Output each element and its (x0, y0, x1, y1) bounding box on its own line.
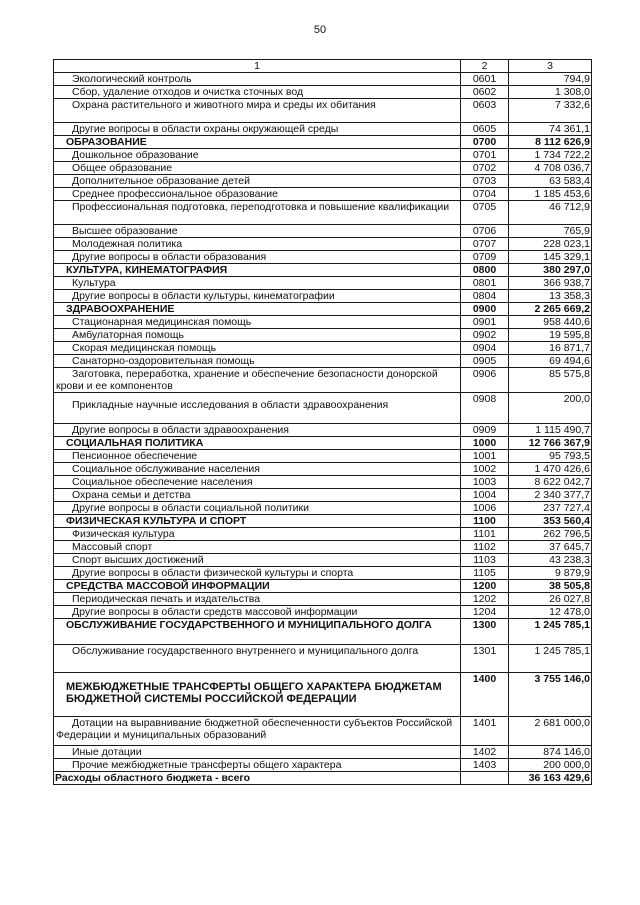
table-row (54, 393, 592, 424)
table-row (54, 123, 592, 136)
row-code: 1403 (461, 759, 509, 772)
row-name: Другие вопросы в области средств массовой информации (54, 606, 461, 619)
row-code: 0800 (461, 264, 509, 277)
row-name: Экологический контроль (54, 73, 461, 86)
row-name: Социальное обслуживание населения (54, 463, 461, 476)
row-name: Санаторно-оздоровительная помощь (54, 355, 461, 368)
row-code: 1300 (461, 619, 509, 645)
table-row (54, 567, 592, 580)
table-row (54, 554, 592, 567)
row-code: 0601 (461, 73, 509, 86)
row-value: 7 332,6 (509, 99, 592, 123)
row-code: 0905 (461, 355, 509, 368)
row-code: 0700 (461, 136, 509, 149)
row-value: 366 938,7 (509, 277, 592, 290)
row-code: 0709 (461, 251, 509, 264)
row-name: Социальное обеспечение населения (54, 476, 461, 489)
row-code: 0706 (461, 225, 509, 238)
row-name: Обслуживание государственного внутреннего и муниципального долга (54, 645, 461, 673)
row-code: 0602 (461, 86, 509, 99)
row-code: 1202 (461, 593, 509, 606)
row-code: 0707 (461, 238, 509, 251)
row-value: 37 645,7 (509, 541, 592, 554)
table-row (54, 188, 592, 201)
page-number: 50 (313, 24, 327, 36)
table-row (54, 342, 592, 355)
row-value: 1 734 722,2 (509, 149, 592, 162)
row-value: 69 494,6 (509, 355, 592, 368)
row-value: 74 361,1 (509, 123, 592, 136)
row-value: 380 297,0 (509, 264, 592, 277)
row-code: 0908 (461, 393, 509, 424)
table-row (54, 238, 592, 251)
row-value: 237 727,4 (509, 502, 592, 515)
row-code: 0705 (461, 201, 509, 225)
row-name: Профессиональная подготовка, переподготовка и повышение квалификации (54, 201, 461, 225)
row-name: Другие вопросы в области охраны окружающей среды (54, 123, 461, 136)
row-name: Дотации на выравнивание бюджетной обеспеченности субъектов Российской Федерации и муниципальных образований (54, 717, 461, 746)
row-value: 36 163 429,6 (509, 772, 592, 785)
row-code: 1204 (461, 606, 509, 619)
row-code: 0701 (461, 149, 509, 162)
row-code: 1000 (461, 437, 509, 450)
table-row (54, 175, 592, 188)
table-row (54, 277, 592, 290)
table-row (54, 717, 592, 746)
row-name: Общее образование (54, 162, 461, 175)
row-value: 19 595,8 (509, 329, 592, 342)
row-name: Массовый спорт (54, 541, 461, 554)
row-value: 2 340 377,7 (509, 489, 592, 502)
table-row (54, 225, 592, 238)
row-name: Прикладные научные исследования в области здравоохранения (54, 393, 461, 424)
table-header-row (54, 60, 592, 73)
table-row (54, 528, 592, 541)
row-code: 0704 (461, 188, 509, 201)
row-code: 1103 (461, 554, 509, 567)
row-name: ЗДРАВООХРАНЕНИЕ (54, 303, 461, 316)
table-row (54, 759, 592, 772)
row-name: Дополнительное образование детей (54, 175, 461, 188)
row-code: 1105 (461, 567, 509, 580)
row-code: 0605 (461, 123, 509, 136)
row-name: ОБСЛУЖИВАНИЕ ГОСУДАРСТВЕННОГО И МУНИЦИПАЛЬНОГО ДОЛГА (54, 619, 461, 645)
row-name: Заготовка, переработка, хранение и обеспечение безопасности донорской крови и ее компонентов (54, 368, 461, 393)
row-name: Охрана семьи и детства (54, 489, 461, 502)
row-value: 1 470 426,6 (509, 463, 592, 476)
row-code: 1200 (461, 580, 509, 593)
row-value: 12 478,0 (509, 606, 592, 619)
row-code: 0909 (461, 424, 509, 437)
row-code: 1102 (461, 541, 509, 554)
row-name: Другие вопросы в области физической культуры и спорта (54, 567, 461, 580)
table-row (54, 290, 592, 303)
row-value: 38 505,8 (509, 580, 592, 593)
row-code: 0900 (461, 303, 509, 316)
table-row (54, 355, 592, 368)
row-name: Физическая культура (54, 528, 461, 541)
row-name: Другие вопросы в области образования (54, 251, 461, 264)
row-code: 1301 (461, 645, 509, 673)
header-col-1: 1 (54, 60, 461, 73)
row-value: 3 755 146,0 (509, 673, 592, 717)
table-row (54, 99, 592, 123)
row-name: Среднее профессиональное образование (54, 188, 461, 201)
row-name: Пенсионное обеспечение (54, 450, 461, 463)
row-value: 26 027,8 (509, 593, 592, 606)
section-row (54, 619, 592, 645)
table-row (54, 316, 592, 329)
row-code: 1101 (461, 528, 509, 541)
row-name: СРЕДСТВА МАССОВОЙ ИНФОРМАЦИИ (54, 580, 461, 593)
row-name: Охрана растительного и животного мира и среды их обитания (54, 99, 461, 123)
header-col-3: 3 (509, 60, 592, 73)
row-value: 200 000,0 (509, 759, 592, 772)
row-value: 794,9 (509, 73, 592, 86)
row-value: 13 358,3 (509, 290, 592, 303)
row-code: 1003 (461, 476, 509, 489)
table-row (54, 86, 592, 99)
row-code: 0901 (461, 316, 509, 329)
row-value: 16 871,7 (509, 342, 592, 355)
row-value: 1 115 490,7 (509, 424, 592, 437)
row-value: 63 583,4 (509, 175, 592, 188)
row-value: 43 238,3 (509, 554, 592, 567)
table-row (54, 329, 592, 342)
row-value: 8 622 042,7 (509, 476, 592, 489)
row-name: Культура (54, 277, 461, 290)
row-code: 1001 (461, 450, 509, 463)
table-row (54, 502, 592, 515)
table-row (54, 645, 592, 673)
row-code: 0702 (461, 162, 509, 175)
section-row (54, 515, 592, 528)
row-value: 8 112 626,9 (509, 136, 592, 149)
row-value: 200,0 (509, 393, 592, 424)
row-code: 1006 (461, 502, 509, 515)
section-row (54, 437, 592, 450)
row-name: Сбор, удаление отходов и очистка сточных вод (54, 86, 461, 99)
row-name: ФИЗИЧЕСКАЯ КУЛЬТУРА И СПОРТ (54, 515, 461, 528)
table-row (54, 201, 592, 225)
section-row (54, 580, 592, 593)
row-code: 1402 (461, 746, 509, 759)
row-name: Скорая медицинская помощь (54, 342, 461, 355)
row-name: Другие вопросы в области здравоохранения (54, 424, 461, 437)
row-value: 9 879,9 (509, 567, 592, 580)
row-value: 228 023,1 (509, 238, 592, 251)
row-name: Иные дотации (54, 746, 461, 759)
row-code (461, 772, 509, 785)
section-row (54, 303, 592, 316)
row-value: 1 185 453,6 (509, 188, 592, 201)
row-name: Периодическая печать и издательства (54, 593, 461, 606)
section-row (54, 136, 592, 149)
row-value: 874 146,0 (509, 746, 592, 759)
table-row (54, 489, 592, 502)
row-name: ОБРАЗОВАНИЕ (54, 136, 461, 149)
row-name: СОЦИАЛЬНАЯ ПОЛИТИКА (54, 437, 461, 450)
row-value: 262 796,5 (509, 528, 592, 541)
table-row (54, 73, 592, 86)
row-name: Другие вопросы в области социальной политики (54, 502, 461, 515)
section-row (54, 264, 592, 277)
row-code: 0906 (461, 368, 509, 393)
total-row (54, 772, 592, 785)
table-row (54, 162, 592, 175)
table-row (54, 424, 592, 437)
row-name: КУЛЬТУРА, КИНЕМАТОГРАФИЯ (54, 264, 461, 277)
row-value: 46 712,9 (509, 201, 592, 225)
row-name: Спорт высших достижений (54, 554, 461, 567)
row-value: 765,9 (509, 225, 592, 238)
row-value: 95 793,5 (509, 450, 592, 463)
row-name: Амбулаторная помощь (54, 329, 461, 342)
row-value: 145 329,1 (509, 251, 592, 264)
table-row (54, 476, 592, 489)
row-code: 1400 (461, 673, 509, 717)
table-row (54, 368, 592, 393)
row-value: 2 265 669,2 (509, 303, 592, 316)
row-value: 1 245 785,1 (509, 619, 592, 645)
row-name: Стационарная медицинская помощь (54, 316, 461, 329)
row-name: МЕЖБЮДЖЕТНЫЕ ТРАНСФЕРТЫ ОБЩЕГО ХАРАКТЕРА БЮДЖЕТАМ БЮДЖЕТНОЙ СИСТЕМЫ РОССИЙСКОЙ ФЕДЕРАЦИИ (54, 673, 461, 717)
row-code: 0801 (461, 277, 509, 290)
row-name: Расходы областного бюджета - всего (54, 772, 461, 785)
table-row (54, 606, 592, 619)
table-row (54, 746, 592, 759)
row-code: 0902 (461, 329, 509, 342)
row-value: 958 440,6 (509, 316, 592, 329)
budget-table (53, 59, 592, 785)
table-row (54, 251, 592, 264)
row-value: 2 681 000,0 (509, 717, 592, 746)
table-row (54, 463, 592, 476)
row-value: 85 575,8 (509, 368, 592, 393)
row-name: Молодежная политика (54, 238, 461, 251)
table-row (54, 149, 592, 162)
header-col-2: 2 (461, 60, 509, 73)
row-value: 12 766 367,9 (509, 437, 592, 450)
row-code: 1004 (461, 489, 509, 502)
table-row (54, 450, 592, 463)
table-body (54, 73, 592, 785)
row-value: 353 560,4 (509, 515, 592, 528)
row-code: 0904 (461, 342, 509, 355)
row-value: 4 708 036,7 (509, 162, 592, 175)
section-row (54, 673, 592, 717)
row-name: Прочие межбюджетные трансферты общего характера (54, 759, 461, 772)
row-code: 0703 (461, 175, 509, 188)
row-code: 0804 (461, 290, 509, 303)
row-code: 0603 (461, 99, 509, 123)
table-row (54, 541, 592, 554)
row-value: 1 308,0 (509, 86, 592, 99)
row-code: 1100 (461, 515, 509, 528)
row-name: Другие вопросы в области культуры, кинематографии (54, 290, 461, 303)
row-code: 1401 (461, 717, 509, 746)
row-name: Высшее образование (54, 225, 461, 238)
row-name: Дошкольное образование (54, 149, 461, 162)
row-value: 1 245 785,1 (509, 645, 592, 673)
table-row (54, 593, 592, 606)
row-code: 1002 (461, 463, 509, 476)
